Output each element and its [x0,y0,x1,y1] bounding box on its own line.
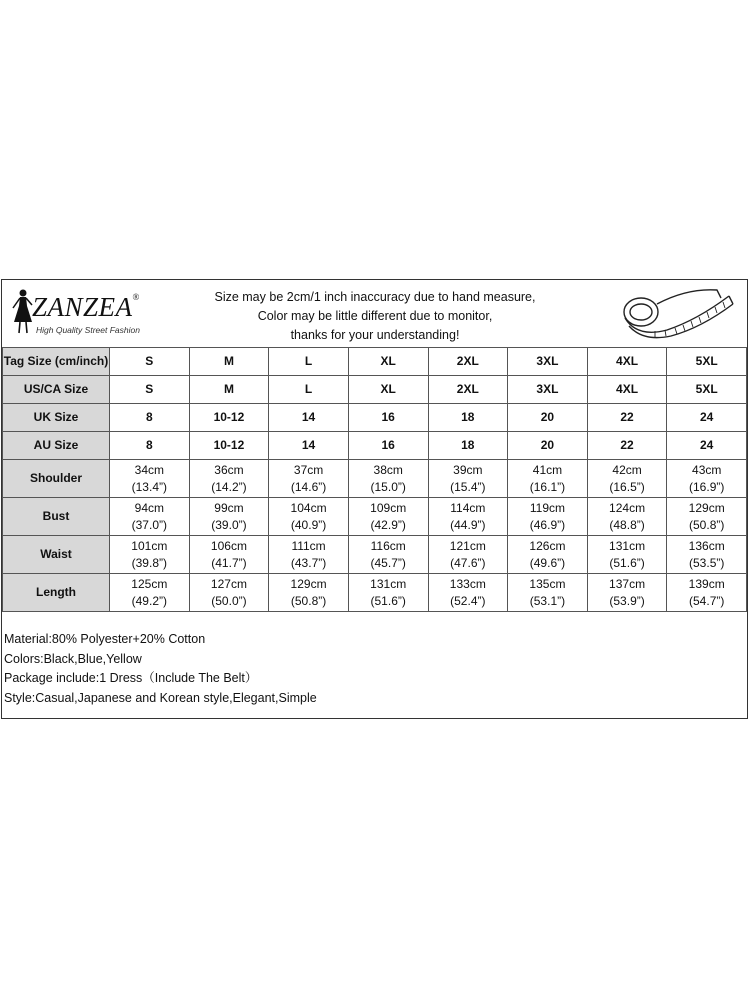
cm-value: 104cm [290,500,327,515]
size-cell: 5XL [667,348,747,376]
cm-value: 43cm [692,462,722,477]
style-text: Style:Casual,Japanese and Korean style,Elegant,Simple [4,690,317,705]
inch-value: (46.9”) [529,517,566,532]
measurement-cell [110,498,190,536]
size-cell: 10-12 [189,432,269,460]
notice-line: Size may be 2cm/1 inch inaccuracy due to hand measure, [214,290,536,304]
inch-value: (16.1”) [529,479,566,494]
size-cell: 16 [348,432,428,460]
cm-value: 137cm [609,576,646,591]
size-cell: 18 [428,432,508,460]
inch-value: (42.9”) [370,517,406,532]
material-text: Material:80% Polyester+20% Cotton [4,632,206,646]
measurement-row [3,460,747,498]
inch-value: (13.4”) [131,479,167,494]
size-cell: 22 [587,432,667,460]
measurement-cell [587,460,667,498]
size-row [3,404,747,432]
cm-value: 121cm [449,538,486,553]
size-cell: 20 [508,432,588,460]
inch-value: (39.0”) [211,517,247,532]
cm-value: 106cm [210,538,247,553]
inch-value: (49.2”) [131,593,167,608]
brand-name: ZANZEA® [32,292,140,322]
row-header: Tag Size (cm/inch) [3,348,110,376]
size-cell: 22 [587,404,667,432]
measurement-cell [428,574,508,612]
inch-value: (16.5”) [609,479,645,494]
package-text: Package include:1 Dress（Include The Belt） [4,671,258,685]
notice-line: Color may be little different due to monitor, [257,309,493,323]
row-header: Shoulder [3,460,110,498]
size-cell: 20 [508,404,588,432]
cm-value: 99cm [214,500,244,515]
cm-value: 133cm [449,576,486,591]
size-cell: 3XL [508,376,588,404]
measurement-cell [269,498,349,536]
measurement-cell [508,574,588,612]
size-row [3,348,747,376]
measurement-cell [508,460,588,498]
size-cell: S [110,348,190,376]
inch-value: (49.6”) [529,555,566,570]
size-cell: 5XL [667,376,747,404]
inch-value: (53.1”) [529,593,566,608]
size-cell: 4XL [587,376,667,404]
cm-value: 39cm [453,462,483,477]
row-header: AU Size [3,432,110,460]
inch-value: (50.8”) [689,517,725,532]
inch-value: (51.6”) [370,593,406,608]
measurement-cell [189,460,269,498]
cm-value: 129cm [290,576,327,591]
cm-value: 41cm [532,462,563,477]
measurement-cell [269,460,349,498]
row-header: Length [3,574,110,612]
cm-value: 131cm [609,538,646,553]
row-header: UK Size [3,404,110,432]
cm-value: 36cm [214,462,244,477]
cm-value: 109cm [370,500,407,515]
size-cell: 8 [110,432,190,460]
inch-value: (53.9”) [609,593,645,608]
measurement-cell [428,460,508,498]
size-cell: 3XL [508,348,588,376]
measurement-cell [587,498,667,536]
size-cell: 8 [110,404,190,432]
chart-header [2,280,747,347]
inch-value: (47.6”) [450,555,486,570]
size-row [3,376,747,404]
measurement-cell [428,498,508,536]
measurement-cell [189,536,269,574]
row-header: Waist [3,536,110,574]
measurement-cell [348,574,428,612]
cm-value: 135cm [529,576,566,591]
cm-value: 114cm [450,500,486,515]
measurement-cell [110,536,190,574]
size-cell: 4XL [587,348,667,376]
measurement-cell [667,574,747,612]
size-cell: L [269,376,349,404]
colors-text: Colors:Black,Blue,Yellow [4,651,142,666]
measurement-notice [152,288,598,345]
product-info [4,630,317,708]
size-cell: L [269,348,349,376]
brand-tagline: High Quality Street Fashion [36,325,140,335]
inch-value: (15.4”) [450,479,486,494]
size-cell: 16 [348,404,428,432]
measurement-cell [348,460,428,498]
measurement-cell [667,498,747,536]
size-cell: 18 [428,404,508,432]
size-cell: 24 [667,432,747,460]
inch-value: (48.8”) [609,517,645,532]
row-header: Bust [3,498,110,536]
cm-value: 131cm [370,576,407,591]
size-row [3,432,747,460]
measurement-cell [348,498,428,536]
inch-value: (37.0”) [131,517,167,532]
size-cell: XL [348,348,428,376]
cm-value: 127cm [210,576,247,591]
measurement-cell [348,536,428,574]
cm-value: 101cm [131,538,168,553]
inch-value: (50.0”) [211,593,247,608]
measurement-cell [269,574,349,612]
measurement-cell [508,536,588,574]
inch-value: (44.9”) [450,517,486,532]
row-header: US/CA Size [3,376,110,404]
measurement-cell [110,574,190,612]
size-chart-sheet [1,279,748,719]
inch-value: (50.8”) [290,593,327,608]
measurement-cell [189,498,269,536]
measurement-cell [587,536,667,574]
inch-value: (54.7”) [689,593,725,608]
inch-value: (14.6”) [290,479,327,494]
inch-value: (39.8”) [131,555,167,570]
measurement-row [3,498,747,536]
cm-value: 126cm [529,538,566,553]
cm-value: 34cm [134,462,164,477]
cm-value: 116cm [370,538,406,553]
size-cell: 2XL [428,376,508,404]
measurement-row [3,536,747,574]
brand-logo [8,288,158,340]
size-cell: M [189,348,269,376]
measurement-cell [508,498,588,536]
cm-value: 94cm [134,500,164,515]
cm-value: 119cm [529,500,565,515]
measurement-cell [587,574,667,612]
cm-value: 37cm [293,462,324,477]
inch-value: (40.9”) [290,517,327,532]
cm-value: 124cm [609,500,646,515]
inch-value: (15.0”) [370,479,406,494]
cm-value: 136cm [688,538,725,553]
measurement-row [3,574,747,612]
cm-value: 125cm [131,576,168,591]
cm-value: 139cm [688,576,725,591]
size-cell: 14 [269,432,349,460]
size-cell: 2XL [428,348,508,376]
measurement-cell [269,536,349,574]
size-cell: 10-12 [189,404,269,432]
measurement-cell [428,536,508,574]
inch-value: (53.5”) [689,555,725,570]
measuring-tape-icon [617,284,735,342]
inch-value: (45.7”) [370,555,406,570]
size-table [2,347,747,612]
size-cell: S [110,376,190,404]
inch-value: (41.7”) [211,555,247,570]
size-cell: 24 [667,404,747,432]
cm-value: 111cm [291,538,326,553]
inch-value: (14.2”) [211,479,247,494]
measurement-cell [667,460,747,498]
cm-value: 42cm [612,462,642,477]
inch-value: (16.9”) [689,479,725,494]
size-cell: M [189,376,269,404]
inch-value: (43.7”) [290,555,327,570]
cm-value: 38cm [373,462,403,477]
inch-value: (51.6”) [609,555,645,570]
inch-value: (52.4”) [450,593,486,608]
measurement-cell [110,460,190,498]
measurement-cell [667,536,747,574]
size-cell: XL [348,376,428,404]
measurement-cell [189,574,269,612]
size-cell: 14 [269,404,349,432]
cm-value: 129cm [688,500,725,515]
notice-line: thanks for your understanding! [290,328,460,342]
